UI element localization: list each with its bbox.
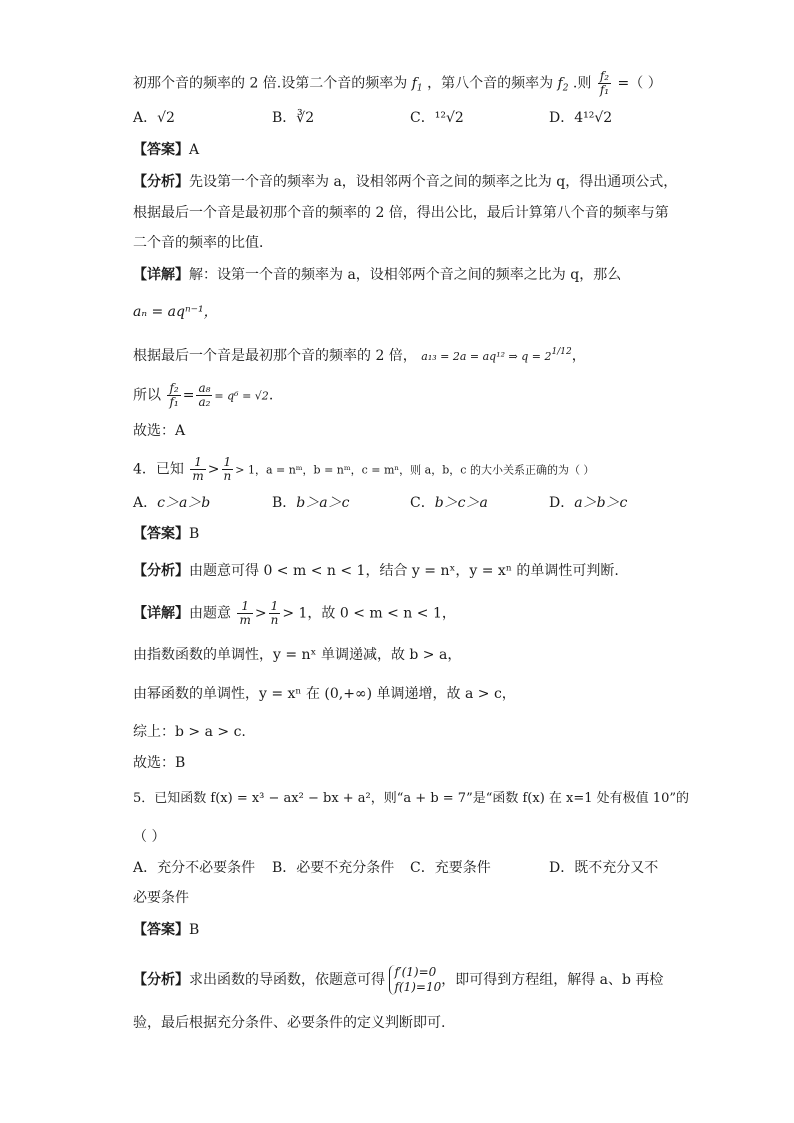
q5-option-a: A．充分不必要条件: [133, 860, 256, 876]
q4-detail-line-3: 由幂函数的单调性，y = xⁿ 在 (0,+∞) 单调递增，故 a > c，: [133, 686, 516, 702]
q3-detail-3d: ，: [571, 348, 586, 364]
q5-option-b: B．必要不充分条件: [272, 860, 395, 876]
q3-option-a: A．√2: [133, 110, 175, 126]
q3-f2-sub: 2: [562, 83, 569, 94]
q5-analysis-line-2: 验，最后根据充分条件、必要条件的定义判断即可.: [133, 1015, 446, 1031]
q4-choose: 故选：B: [133, 755, 186, 771]
q3-frac-den: f₁: [599, 83, 610, 97]
q5-analysis-line-1: 【分析】求出函数的导函数，依题意可得 f′(1)=0 f(1)=10 ，即可得到方程组，解得 a、b 再检: [133, 965, 664, 994]
q3-stem-then: .则: [572, 75, 592, 92]
analysis-tag: 【分析】: [133, 972, 189, 988]
q4-answer-value: B: [189, 526, 200, 542]
q4-analysis-text: 由题意可得 0 < m < n < 1，结合 y = nˣ，y = xⁿ 的单调性可判断.: [189, 563, 619, 579]
q5-option-d-cont: 必要条件: [133, 890, 189, 906]
q3-answer-value: A: [189, 142, 200, 158]
q3-choose: 故选：A: [133, 423, 186, 439]
q5-option-d: D．既不充分又不: [549, 860, 659, 876]
q4-detail-line-1: 【详解】由题意 $\frac{1}{m}$ > $\frac{1}{n}$ > 1，故 0 < m < n < 1，: [133, 599, 456, 627]
q4-frac-1: $\frac{1}{m}$: [192, 455, 204, 483]
q3-detail-frac-2: $\frac{\text{a₈}}{\text{a₂}}$: [198, 381, 211, 409]
q3-f2: f: [557, 75, 563, 92]
q3-detail-4a: 所以: [133, 387, 161, 404]
q3-option-b: B．∛2: [272, 110, 315, 126]
q3-frac-num: f₂: [599, 69, 610, 83]
q5-option-c: C．充要条件: [410, 860, 491, 876]
q3-analysis-line-2: 根据最后一个音是最初那个音的频率的 2 倍，得出公比，最后计算第八个音的频率与第: [133, 205, 669, 221]
q4-stem-a: 4．已知: [133, 461, 184, 478]
q5-stem-line-1: 5．已知函数 f(x) = x³ − ax² − bx + a²，则“a + b = 7”是“函数 f(x) 在 x=1 处有极值 10”的: [133, 791, 689, 806]
q3-f1: f: [411, 75, 417, 92]
q3-detail-line-3: [133, 342, 586, 367]
q4-detail-line-4: 综上：b > a > c.: [133, 724, 246, 740]
q3-detail-frac-1: $\frac{\text{f₂}}{\text{f₁}}$: [169, 381, 179, 409]
q3-detail-3a: 根据最后一个音是最初那个音的频率的 2 倍，: [133, 348, 417, 364]
q4-stem: 4．已知 $\frac{1}{m}$ > $\frac{1}{n}$ > 1，a = nᵐ，b = nᵐ，c = mⁿ，则 a，b，c 的大小关系正确的为（ ）: [133, 455, 595, 483]
q4-stem-b: > 1，a = nᵐ，b = nᵐ，c = mⁿ，则 a，b，c 的大小关系正确的为（ ）: [235, 463, 595, 477]
q3-detail-3b: a₁₃ = 2a = aq¹² ⇒ q = 2: [421, 350, 552, 363]
q4-option-b: B．b＞a＞c: [272, 495, 350, 511]
q3-detail-line-4: 所以 $\frac{\text{f₂}}{\text{f₁}}$ = $\frac{\text{a₈}}{\text{a₂}}$ = q⁶ = √2.: [133, 381, 274, 409]
q3-detail-line-1: [133, 265, 621, 285]
answer-tag: 【答案】: [133, 922, 189, 938]
q3-analysis-text-1: 先设第一个音的频率为 a，设相邻两个音之间的频率之比为 q，得出通项公式，: [189, 174, 678, 190]
q3-analysis-line-3: 二个音的频率的比值．: [133, 235, 273, 251]
q4-frac-2: $\frac{1}{n}$: [223, 455, 232, 483]
q3-detail-3c: 1/12: [551, 347, 572, 357]
q3-stem-mid: ，第八个音的频率为: [427, 75, 554, 92]
q3-detail-4b: = q⁶ = √2: [214, 389, 269, 403]
q5-equation-system: f′(1)=0 f(1)=10: [389, 965, 441, 995]
q4-option-d: D．a＞b＞c: [549, 495, 628, 511]
answer-tag: 【答案】: [133, 142, 189, 158]
q4-answer: [133, 524, 199, 544]
q3-stem-fraction: [598, 70, 611, 97]
q4-detail-frac-1: $\frac{1}{m}$: [239, 599, 251, 627]
q3-answer: [133, 140, 199, 160]
detail-tag: 【详解】: [133, 267, 189, 283]
q3-stem-end: =（ ）: [617, 75, 662, 92]
detail-tag: 【详解】: [133, 605, 189, 622]
q5-stem-line-2: （ ）: [133, 829, 166, 845]
q3-option-d: D．4¹²√2: [549, 110, 613, 126]
q3-stem: [133, 70, 662, 99]
q4-option-a: A．c＞a＞b: [133, 495, 211, 511]
q4-detail-frac-2: $\frac{1}{n}$: [270, 599, 279, 627]
q5-answer: [133, 920, 199, 940]
q3-detail-text-1: 解：设第一个音的频率为 a，设相邻两个音之间的频率之比为 q，那么: [189, 267, 622, 283]
q3-analysis-line-1: [133, 172, 677, 192]
q3-detail-line-2: aₙ = aqⁿ⁻¹，: [133, 304, 218, 320]
q3-stem-text: 初那个音的频率的 2 倍.设第二个音的频率为: [133, 75, 408, 92]
q3-f1-sub: 1: [416, 83, 423, 94]
analysis-tag: 【分析】: [133, 174, 189, 190]
q4-analysis: [133, 561, 619, 581]
q4-detail-line-2: 由指数函数的单调性，y = nˣ 单调递减，故 b > a，: [133, 647, 462, 663]
q3-option-c: C．¹²√2: [410, 110, 464, 126]
q5-answer-value: B: [189, 922, 200, 938]
analysis-tag: 【分析】: [133, 563, 189, 579]
q4-option-c: C．b＞c＞a: [410, 495, 488, 511]
answer-tag: 【答案】: [133, 526, 189, 542]
